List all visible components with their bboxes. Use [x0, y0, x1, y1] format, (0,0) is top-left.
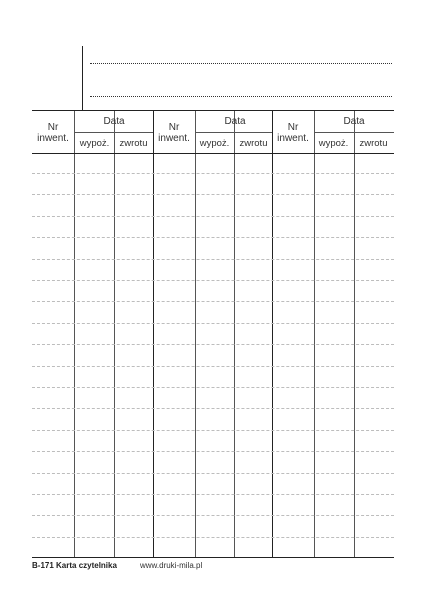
data-header: Data — [103, 116, 125, 127]
zwrotu-header: zwrotu — [239, 138, 268, 149]
entry-row-line[interactable] — [32, 366, 394, 367]
nr-inwent-header — [272, 122, 314, 144]
column-divider — [195, 111, 196, 557]
column-divider — [114, 111, 115, 557]
entry-row-line[interactable] — [32, 408, 394, 409]
nr-header-line1: Nr — [47, 122, 59, 133]
entry-row-line[interactable] — [32, 473, 394, 474]
zwrotu-header: zwrotu — [119, 138, 148, 149]
wypoz-header: wypoż. — [199, 138, 230, 149]
column-divider — [234, 111, 235, 557]
nr-inwent-header — [32, 122, 74, 144]
entry-row-line[interactable] — [32, 173, 394, 174]
entry-row-line[interactable] — [32, 515, 394, 516]
entry-row-line[interactable] — [32, 301, 394, 302]
entry-row-line[interactable] — [32, 430, 394, 431]
nr-header-line2: inwent. — [158, 133, 190, 144]
data-header: Data — [224, 116, 246, 127]
column-divider — [74, 111, 75, 557]
column-divider — [314, 111, 315, 557]
header-bottom-line — [32, 153, 394, 154]
data-subheader-line — [195, 132, 272, 133]
header-field-line-2[interactable] — [90, 96, 392, 97]
lending-table — [32, 110, 394, 558]
nr-header-line1: Nr — [287, 122, 299, 133]
nr-inwent-header — [153, 122, 195, 144]
entry-row-line[interactable] — [32, 451, 394, 452]
entry-row-line[interactable] — [32, 280, 394, 281]
entry-row-line[interactable] — [32, 259, 394, 260]
entry-row-line[interactable] — [32, 494, 394, 495]
nr-header-line2: inwent. — [277, 133, 309, 144]
data-header: Data — [343, 116, 365, 127]
column-divider — [354, 111, 355, 557]
nr-header-line1: Nr — [168, 122, 180, 133]
entry-row-line[interactable] — [32, 387, 394, 388]
entry-row-line[interactable] — [32, 537, 394, 538]
group-divider — [272, 111, 273, 557]
wypoz-header: wypoż. — [79, 138, 110, 149]
form-code: B-171 Karta czytelnika — [32, 561, 117, 570]
wypoz-header: wypoż. — [318, 138, 349, 149]
entry-row-line[interactable] — [32, 194, 394, 195]
entry-row-line[interactable] — [32, 237, 394, 238]
zwrotu-header: zwrotu — [359, 138, 388, 149]
nr-header-line2: inwent. — [37, 133, 69, 144]
website-link[interactable]: www.druki-mila.pl — [140, 561, 203, 570]
group-divider — [153, 111, 154, 557]
header-divider — [82, 46, 83, 110]
entry-row-line[interactable] — [32, 323, 394, 324]
data-subheader-line — [74, 132, 153, 133]
header-field-line-1[interactable] — [90, 63, 392, 64]
data-subheader-line — [314, 132, 394, 133]
entry-row-line[interactable] — [32, 216, 394, 217]
entry-row-line[interactable] — [32, 344, 394, 345]
